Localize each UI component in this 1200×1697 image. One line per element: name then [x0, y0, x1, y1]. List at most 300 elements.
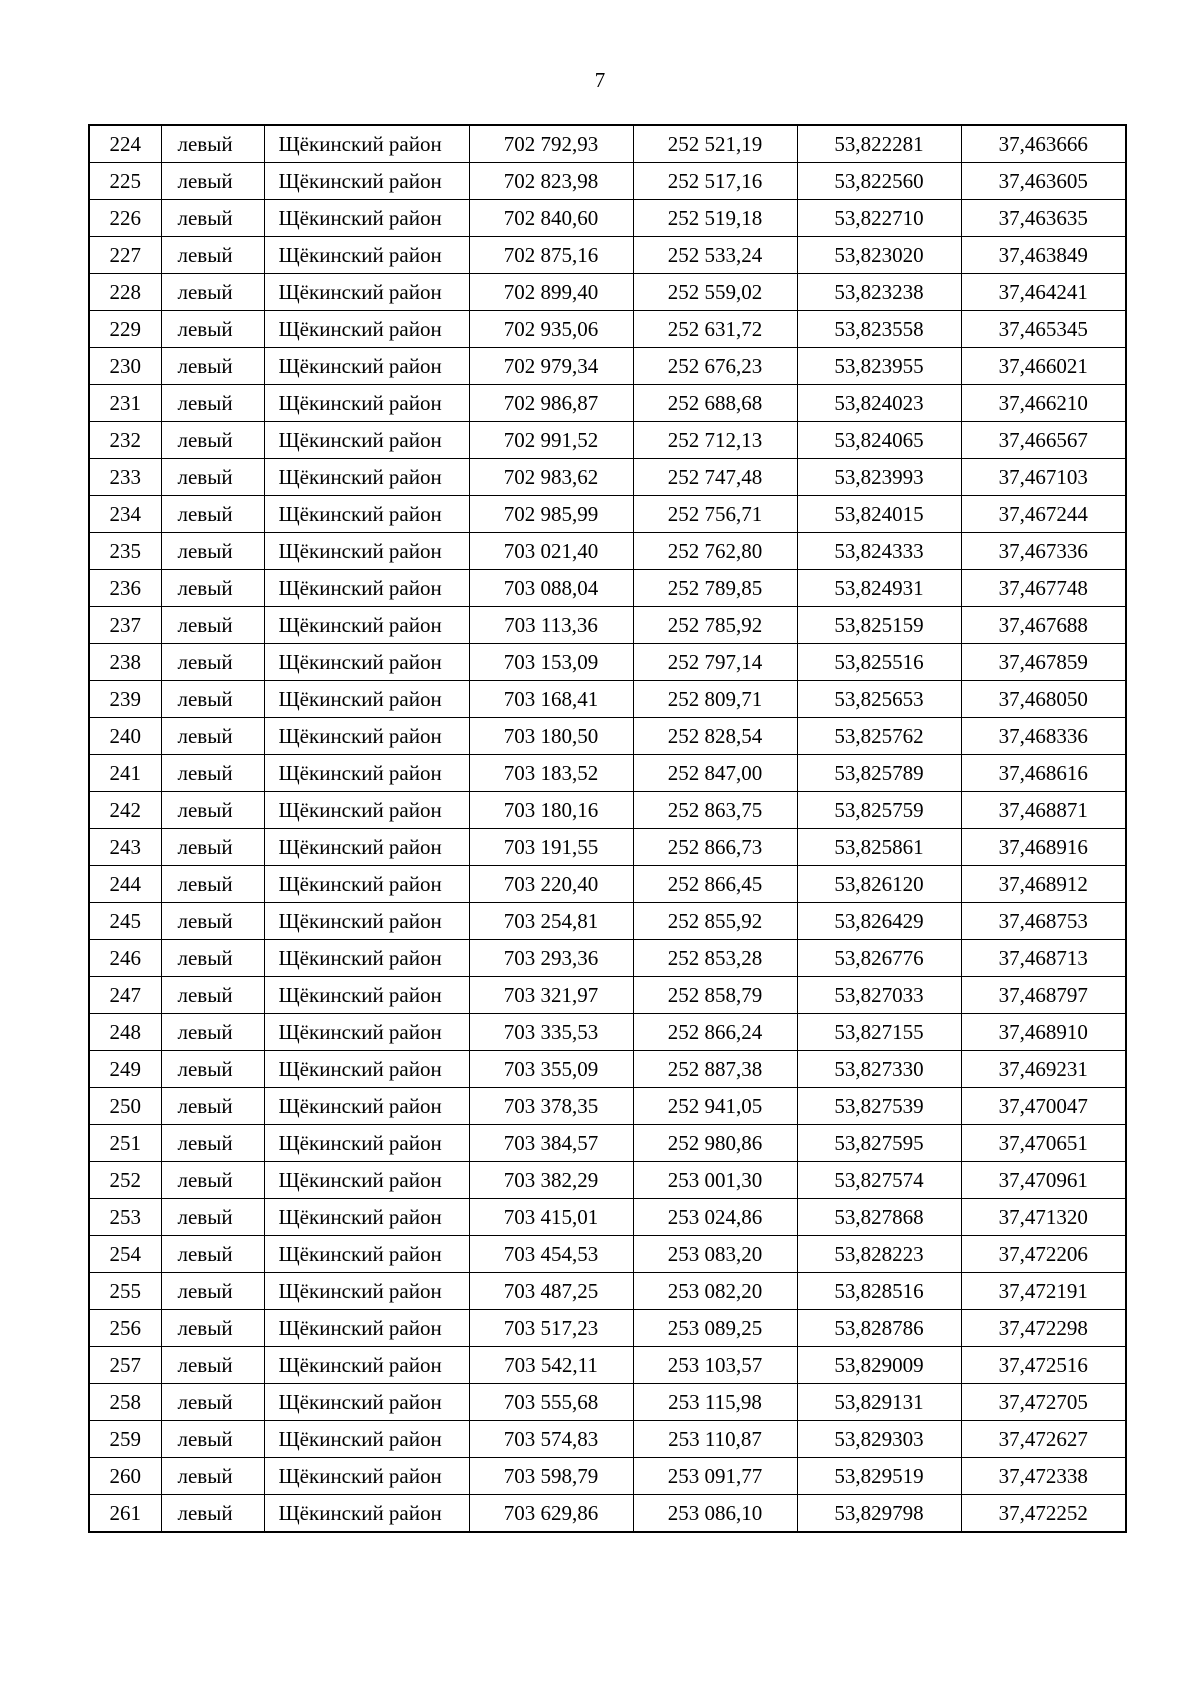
- y-coordinate-cell: 253 115,98: [633, 1384, 797, 1421]
- district-cell: Щёкинский район: [264, 533, 469, 570]
- table-row: [89, 1273, 1126, 1310]
- table-row: [89, 866, 1126, 903]
- latitude-cell: 53,822281: [797, 125, 961, 163]
- x-coordinate-cell: 703 487,25: [469, 1273, 633, 1310]
- side-cell: левый: [161, 644, 264, 681]
- district-cell: Щёкинский район: [264, 200, 469, 237]
- latitude-cell: 53,824065: [797, 422, 961, 459]
- side-cell: левый: [161, 718, 264, 755]
- table-row: [89, 1014, 1126, 1051]
- district-cell: Щёкинский район: [264, 1458, 469, 1495]
- latitude-cell: 53,828786: [797, 1310, 961, 1347]
- side-cell: левый: [161, 1347, 264, 1384]
- side-cell: левый: [161, 459, 264, 496]
- longitude-cell: 37,468910: [961, 1014, 1126, 1051]
- x-coordinate-cell: 703 113,36: [469, 607, 633, 644]
- side-cell: левый: [161, 1458, 264, 1495]
- point-number-cell: 249: [89, 1051, 161, 1088]
- latitude-cell: 53,824015: [797, 496, 961, 533]
- side-cell: левый: [161, 1162, 264, 1199]
- table-row: [89, 422, 1126, 459]
- x-coordinate-cell: 703 220,40: [469, 866, 633, 903]
- y-coordinate-cell: 252 519,18: [633, 200, 797, 237]
- side-cell: левый: [161, 125, 264, 163]
- table-row: [89, 459, 1126, 496]
- x-coordinate-cell: 703 191,55: [469, 829, 633, 866]
- y-coordinate-cell: 252 533,24: [633, 237, 797, 274]
- side-cell: левый: [161, 163, 264, 200]
- longitude-cell: 37,472191: [961, 1273, 1126, 1310]
- longitude-cell: 37,472206: [961, 1236, 1126, 1273]
- point-number-cell: 237: [89, 607, 161, 644]
- table-row: [89, 755, 1126, 792]
- point-number-cell: 245: [89, 903, 161, 940]
- y-coordinate-cell: 252 676,23: [633, 348, 797, 385]
- longitude-cell: 37,468916: [961, 829, 1126, 866]
- y-coordinate-cell: 252 863,75: [633, 792, 797, 829]
- x-coordinate-cell: 702 899,40: [469, 274, 633, 311]
- longitude-cell: 37,465345: [961, 311, 1126, 348]
- district-cell: Щёкинский район: [264, 385, 469, 422]
- point-number-cell: 242: [89, 792, 161, 829]
- point-number-cell: 246: [89, 940, 161, 977]
- table-row: [89, 1199, 1126, 1236]
- x-coordinate-cell: 703 180,16: [469, 792, 633, 829]
- y-coordinate-cell: 252 712,13: [633, 422, 797, 459]
- y-coordinate-cell: 253 083,20: [633, 1236, 797, 1273]
- latitude-cell: 53,828223: [797, 1236, 961, 1273]
- point-number-cell: 256: [89, 1310, 161, 1347]
- point-number-cell: 260: [89, 1458, 161, 1495]
- table-row: [89, 385, 1126, 422]
- latitude-cell: 53,825861: [797, 829, 961, 866]
- side-cell: левый: [161, 977, 264, 1014]
- coordinates-table-body: [89, 125, 1126, 1532]
- latitude-cell: 53,827033: [797, 977, 961, 1014]
- point-number-cell: 261: [89, 1495, 161, 1533]
- longitude-cell: 37,467748: [961, 570, 1126, 607]
- table-row: [89, 940, 1126, 977]
- district-cell: Щёкинский район: [264, 1162, 469, 1199]
- point-number-cell: 258: [89, 1384, 161, 1421]
- table-row: [89, 274, 1126, 311]
- point-number-cell: 233: [89, 459, 161, 496]
- side-cell: левый: [161, 311, 264, 348]
- y-coordinate-cell: 252 866,24: [633, 1014, 797, 1051]
- x-coordinate-cell: 702 983,62: [469, 459, 633, 496]
- point-number-cell: 244: [89, 866, 161, 903]
- side-cell: левый: [161, 903, 264, 940]
- district-cell: Щёкинский район: [264, 1199, 469, 1236]
- side-cell: левый: [161, 1310, 264, 1347]
- longitude-cell: 37,463666: [961, 125, 1126, 163]
- side-cell: левый: [161, 1051, 264, 1088]
- district-cell: Щёкинский район: [264, 459, 469, 496]
- point-number-cell: 227: [89, 237, 161, 274]
- y-coordinate-cell: 252 853,28: [633, 940, 797, 977]
- latitude-cell: 53,825759: [797, 792, 961, 829]
- y-coordinate-cell: 253 091,77: [633, 1458, 797, 1495]
- side-cell: левый: [161, 237, 264, 274]
- side-cell: левый: [161, 274, 264, 311]
- longitude-cell: 37,472627: [961, 1421, 1126, 1458]
- latitude-cell: 53,827574: [797, 1162, 961, 1199]
- longitude-cell: 37,466021: [961, 348, 1126, 385]
- point-number-cell: 230: [89, 348, 161, 385]
- point-number-cell: 240: [89, 718, 161, 755]
- y-coordinate-cell: 253 024,86: [633, 1199, 797, 1236]
- x-coordinate-cell: 702 840,60: [469, 200, 633, 237]
- district-cell: Щёкинский район: [264, 1384, 469, 1421]
- page-number: 7: [594, 68, 606, 92]
- table-row: [89, 311, 1126, 348]
- longitude-cell: 37,464241: [961, 274, 1126, 311]
- point-number-cell: 236: [89, 570, 161, 607]
- table-row: [89, 1421, 1126, 1458]
- table-row: [89, 1162, 1126, 1199]
- y-coordinate-cell: 252 797,14: [633, 644, 797, 681]
- district-cell: Щёкинский район: [264, 1014, 469, 1051]
- district-cell: Щёкинский район: [264, 125, 469, 163]
- latitude-cell: 53,826776: [797, 940, 961, 977]
- y-coordinate-cell: 252 521,19: [633, 125, 797, 163]
- table-row: [89, 1310, 1126, 1347]
- side-cell: левый: [161, 1125, 264, 1162]
- side-cell: левый: [161, 1495, 264, 1533]
- x-coordinate-cell: 703 415,01: [469, 1199, 633, 1236]
- table-row: [89, 644, 1126, 681]
- district-cell: Щёкинский район: [264, 1495, 469, 1533]
- latitude-cell: 53,827155: [797, 1014, 961, 1051]
- y-coordinate-cell: 252 756,71: [633, 496, 797, 533]
- table-row: [89, 681, 1126, 718]
- longitude-cell: 37,467336: [961, 533, 1126, 570]
- side-cell: левый: [161, 1014, 264, 1051]
- table-row: [89, 718, 1126, 755]
- district-cell: Щёкинский район: [264, 1051, 469, 1088]
- y-coordinate-cell: 252 789,85: [633, 570, 797, 607]
- table-row: [89, 1125, 1126, 1162]
- latitude-cell: 53,825762: [797, 718, 961, 755]
- district-cell: Щёкинский район: [264, 755, 469, 792]
- point-number-cell: 234: [89, 496, 161, 533]
- latitude-cell: 53,823558: [797, 311, 961, 348]
- district-cell: Щёкинский район: [264, 718, 469, 755]
- point-number-cell: 252: [89, 1162, 161, 1199]
- x-coordinate-cell: 703 021,40: [469, 533, 633, 570]
- x-coordinate-cell: 703 574,83: [469, 1421, 633, 1458]
- longitude-cell: 37,468336: [961, 718, 1126, 755]
- x-coordinate-cell: 703 454,53: [469, 1236, 633, 1273]
- point-number-cell: 241: [89, 755, 161, 792]
- latitude-cell: 53,829798: [797, 1495, 961, 1533]
- side-cell: левый: [161, 1236, 264, 1273]
- y-coordinate-cell: 252 847,00: [633, 755, 797, 792]
- x-coordinate-cell: 703 384,57: [469, 1125, 633, 1162]
- table-row: [89, 125, 1126, 163]
- y-coordinate-cell: 252 762,80: [633, 533, 797, 570]
- latitude-cell: 53,823020: [797, 237, 961, 274]
- district-cell: Щёкинский район: [264, 1310, 469, 1347]
- district-cell: Щёкинский район: [264, 940, 469, 977]
- district-cell: Щёкинский район: [264, 348, 469, 385]
- table-row: [89, 1384, 1126, 1421]
- point-number-cell: 229: [89, 311, 161, 348]
- latitude-cell: 53,827595: [797, 1125, 961, 1162]
- longitude-cell: 37,468713: [961, 940, 1126, 977]
- table-row: [89, 1088, 1126, 1125]
- y-coordinate-cell: 252 828,54: [633, 718, 797, 755]
- district-cell: Щёкинский район: [264, 1088, 469, 1125]
- y-coordinate-cell: 252 809,71: [633, 681, 797, 718]
- longitude-cell: 37,472298: [961, 1310, 1126, 1347]
- latitude-cell: 53,823955: [797, 348, 961, 385]
- district-cell: Щёкинский район: [264, 1347, 469, 1384]
- district-cell: Щёкинский район: [264, 163, 469, 200]
- point-number-cell: 255: [89, 1273, 161, 1310]
- table-row: [89, 1051, 1126, 1088]
- point-number-cell: 251: [89, 1125, 161, 1162]
- district-cell: Щёкинский район: [264, 681, 469, 718]
- side-cell: левый: [161, 422, 264, 459]
- x-coordinate-cell: 703 335,53: [469, 1014, 633, 1051]
- longitude-cell: 37,467688: [961, 607, 1126, 644]
- latitude-cell: 53,828516: [797, 1273, 961, 1310]
- table-row: [89, 1458, 1126, 1495]
- side-cell: левый: [161, 1199, 264, 1236]
- district-cell: Щёкинский район: [264, 311, 469, 348]
- latitude-cell: 53,827539: [797, 1088, 961, 1125]
- district-cell: Щёкинский район: [264, 1421, 469, 1458]
- side-cell: левый: [161, 385, 264, 422]
- latitude-cell: 53,826429: [797, 903, 961, 940]
- longitude-cell: 37,463605: [961, 163, 1126, 200]
- longitude-cell: 37,472338: [961, 1458, 1126, 1495]
- side-cell: левый: [161, 496, 264, 533]
- point-number-cell: 231: [89, 385, 161, 422]
- point-number-cell: 253: [89, 1199, 161, 1236]
- latitude-cell: 53,825789: [797, 755, 961, 792]
- side-cell: левый: [161, 1421, 264, 1458]
- longitude-cell: 37,470961: [961, 1162, 1126, 1199]
- latitude-cell: 53,823238: [797, 274, 961, 311]
- y-coordinate-cell: 253 086,10: [633, 1495, 797, 1533]
- district-cell: Щёкинский район: [264, 903, 469, 940]
- x-coordinate-cell: 703 629,86: [469, 1495, 633, 1533]
- table-row: [89, 977, 1126, 1014]
- latitude-cell: 53,823993: [797, 459, 961, 496]
- x-coordinate-cell: 703 355,09: [469, 1051, 633, 1088]
- latitude-cell: 53,825653: [797, 681, 961, 718]
- y-coordinate-cell: 252 517,16: [633, 163, 797, 200]
- y-coordinate-cell: 253 103,57: [633, 1347, 797, 1384]
- y-coordinate-cell: 252 688,68: [633, 385, 797, 422]
- district-cell: Щёкинский район: [264, 422, 469, 459]
- longitude-cell: 37,472252: [961, 1495, 1126, 1533]
- point-number-cell: 259: [89, 1421, 161, 1458]
- y-coordinate-cell: 252 631,72: [633, 311, 797, 348]
- x-coordinate-cell: 702 935,06: [469, 311, 633, 348]
- longitude-cell: 37,468871: [961, 792, 1126, 829]
- longitude-cell: 37,468616: [961, 755, 1126, 792]
- side-cell: левый: [161, 1384, 264, 1421]
- latitude-cell: 53,829131: [797, 1384, 961, 1421]
- longitude-cell: 37,472705: [961, 1384, 1126, 1421]
- point-number-cell: 235: [89, 533, 161, 570]
- longitude-cell: 37,472516: [961, 1347, 1126, 1384]
- latitude-cell: 53,827868: [797, 1199, 961, 1236]
- x-coordinate-cell: 702 792,93: [469, 125, 633, 163]
- district-cell: Щёкинский район: [264, 792, 469, 829]
- side-cell: левый: [161, 829, 264, 866]
- y-coordinate-cell: 252 941,05: [633, 1088, 797, 1125]
- y-coordinate-cell: 252 855,92: [633, 903, 797, 940]
- point-number-cell: 225: [89, 163, 161, 200]
- longitude-cell: 37,467244: [961, 496, 1126, 533]
- district-cell: Щёкинский район: [264, 1125, 469, 1162]
- latitude-cell: 53,826120: [797, 866, 961, 903]
- point-number-cell: 238: [89, 644, 161, 681]
- side-cell: левый: [161, 1273, 264, 1310]
- x-coordinate-cell: 703 378,35: [469, 1088, 633, 1125]
- district-cell: Щёкинский район: [264, 570, 469, 607]
- x-coordinate-cell: 703 517,23: [469, 1310, 633, 1347]
- district-cell: Щёкинский район: [264, 644, 469, 681]
- district-cell: Щёкинский район: [264, 274, 469, 311]
- side-cell: левый: [161, 200, 264, 237]
- y-coordinate-cell: 253 001,30: [633, 1162, 797, 1199]
- table-row: [89, 163, 1126, 200]
- table-row: [89, 903, 1126, 940]
- side-cell: левый: [161, 533, 264, 570]
- point-number-cell: 250: [89, 1088, 161, 1125]
- y-coordinate-cell: 253 089,25: [633, 1310, 797, 1347]
- longitude-cell: 37,468912: [961, 866, 1126, 903]
- longitude-cell: 37,466210: [961, 385, 1126, 422]
- district-cell: Щёкинский район: [264, 866, 469, 903]
- x-coordinate-cell: 702 986,87: [469, 385, 633, 422]
- latitude-cell: 53,825516: [797, 644, 961, 681]
- x-coordinate-cell: 703 180,50: [469, 718, 633, 755]
- point-number-cell: 226: [89, 200, 161, 237]
- y-coordinate-cell: 252 785,92: [633, 607, 797, 644]
- table-row: [89, 570, 1126, 607]
- district-cell: Щёкинский район: [264, 977, 469, 1014]
- table-row: [89, 1347, 1126, 1384]
- latitude-cell: 53,822710: [797, 200, 961, 237]
- district-cell: Щёкинский район: [264, 237, 469, 274]
- point-number-cell: 239: [89, 681, 161, 718]
- side-cell: левый: [161, 792, 264, 829]
- side-cell: левый: [161, 940, 264, 977]
- longitude-cell: 37,470651: [961, 1125, 1126, 1162]
- longitude-cell: 37,468753: [961, 903, 1126, 940]
- longitude-cell: 37,468797: [961, 977, 1126, 1014]
- x-coordinate-cell: 703 555,68: [469, 1384, 633, 1421]
- point-number-cell: 224: [89, 125, 161, 163]
- x-coordinate-cell: 703 153,09: [469, 644, 633, 681]
- coordinates-table: [88, 124, 1127, 1533]
- y-coordinate-cell: 252 747,48: [633, 459, 797, 496]
- district-cell: Щёкинский район: [264, 496, 469, 533]
- side-cell: левый: [161, 607, 264, 644]
- longitude-cell: 37,470047: [961, 1088, 1126, 1125]
- y-coordinate-cell: 253 110,87: [633, 1421, 797, 1458]
- point-number-cell: 257: [89, 1347, 161, 1384]
- table-row: [89, 348, 1126, 385]
- y-coordinate-cell: 252 866,73: [633, 829, 797, 866]
- y-coordinate-cell: 252 887,38: [633, 1051, 797, 1088]
- longitude-cell: 37,471320: [961, 1199, 1126, 1236]
- x-coordinate-cell: 703 382,29: [469, 1162, 633, 1199]
- table-row: [89, 533, 1126, 570]
- table-row: [89, 829, 1126, 866]
- latitude-cell: 53,824931: [797, 570, 961, 607]
- x-coordinate-cell: 702 875,16: [469, 237, 633, 274]
- y-coordinate-cell: 252 866,45: [633, 866, 797, 903]
- x-coordinate-cell: 703 088,04: [469, 570, 633, 607]
- x-coordinate-cell: 703 254,81: [469, 903, 633, 940]
- point-number-cell: 254: [89, 1236, 161, 1273]
- x-coordinate-cell: 703 321,97: [469, 977, 633, 1014]
- latitude-cell: 53,822560: [797, 163, 961, 200]
- point-number-cell: 232: [89, 422, 161, 459]
- x-coordinate-cell: 702 985,99: [469, 496, 633, 533]
- y-coordinate-cell: 252 559,02: [633, 274, 797, 311]
- side-cell: левый: [161, 755, 264, 792]
- longitude-cell: 37,467859: [961, 644, 1126, 681]
- table-row: [89, 607, 1126, 644]
- side-cell: левый: [161, 570, 264, 607]
- side-cell: левый: [161, 681, 264, 718]
- latitude-cell: 53,827330: [797, 1051, 961, 1088]
- district-cell: Щёкинский район: [264, 1236, 469, 1273]
- latitude-cell: 53,829303: [797, 1421, 961, 1458]
- longitude-cell: 37,463635: [961, 200, 1126, 237]
- table-row: [89, 200, 1126, 237]
- latitude-cell: 53,825159: [797, 607, 961, 644]
- x-coordinate-cell: 703 293,36: [469, 940, 633, 977]
- longitude-cell: 37,468050: [961, 681, 1126, 718]
- district-cell: Щёкинский район: [264, 1273, 469, 1310]
- side-cell: левый: [161, 866, 264, 903]
- table-row: [89, 496, 1126, 533]
- latitude-cell: 53,829009: [797, 1347, 961, 1384]
- point-number-cell: 247: [89, 977, 161, 1014]
- x-coordinate-cell: 703 183,52: [469, 755, 633, 792]
- y-coordinate-cell: 252 980,86: [633, 1125, 797, 1162]
- table-row: [89, 1236, 1126, 1273]
- point-number-cell: 248: [89, 1014, 161, 1051]
- y-coordinate-cell: 252 858,79: [633, 977, 797, 1014]
- longitude-cell: 37,469231: [961, 1051, 1126, 1088]
- latitude-cell: 53,829519: [797, 1458, 961, 1495]
- longitude-cell: 37,467103: [961, 459, 1126, 496]
- x-coordinate-cell: 702 979,34: [469, 348, 633, 385]
- point-number-cell: 228: [89, 274, 161, 311]
- table-row: [89, 1495, 1126, 1533]
- latitude-cell: 53,824333: [797, 533, 961, 570]
- table-row: [89, 237, 1126, 274]
- y-coordinate-cell: 253 082,20: [633, 1273, 797, 1310]
- x-coordinate-cell: 703 542,11: [469, 1347, 633, 1384]
- table-row: [89, 792, 1126, 829]
- district-cell: Щёкинский район: [264, 829, 469, 866]
- point-number-cell: 243: [89, 829, 161, 866]
- x-coordinate-cell: 702 823,98: [469, 163, 633, 200]
- longitude-cell: 37,463849: [961, 237, 1126, 274]
- latitude-cell: 53,824023: [797, 385, 961, 422]
